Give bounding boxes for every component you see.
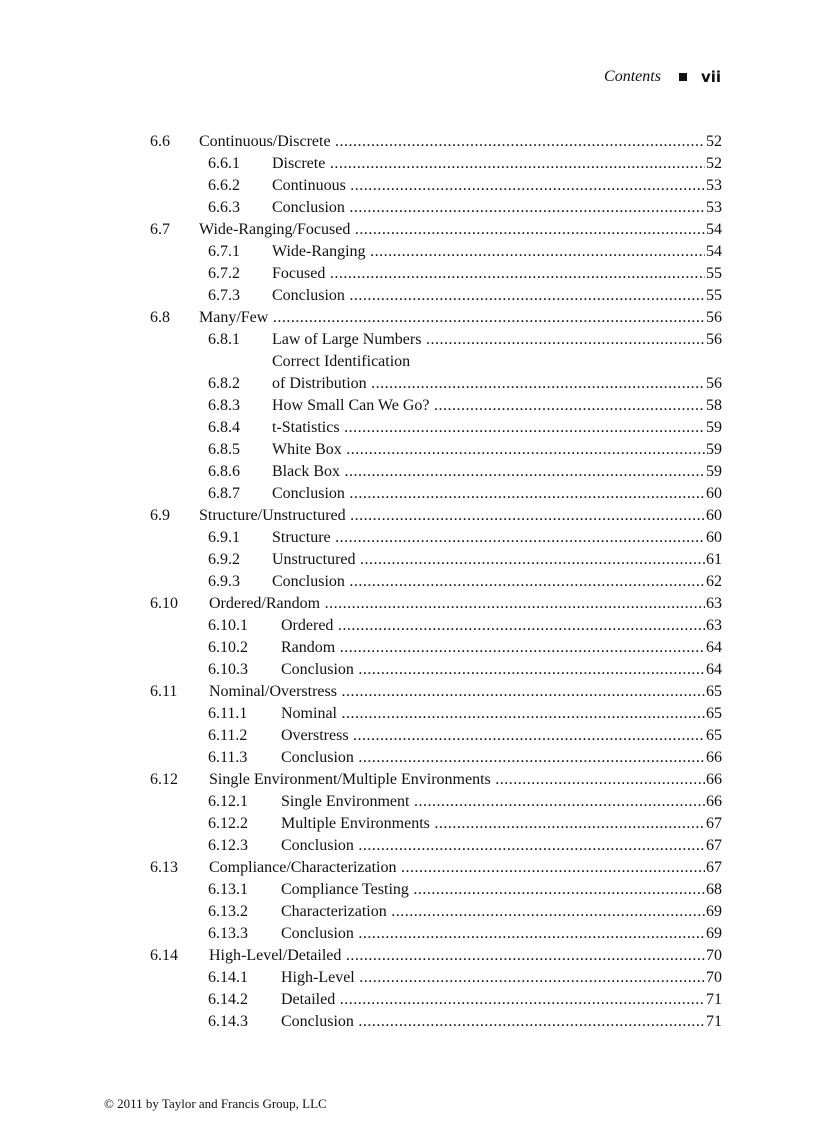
toc-entry-number: 6.13.2 xyxy=(208,903,248,920)
toc-entry-page: 56 xyxy=(706,309,722,326)
toc-entry-title: Conclusion ..... xyxy=(272,285,705,307)
toc-entry-title: Single Environment/Multiple Environments ..... xyxy=(209,769,705,791)
toc-entry-page: 52 xyxy=(706,133,722,150)
toc-entry-title: Wide-Ranging/Focused ..... xyxy=(199,219,705,241)
toc-entry-title: Conclusion ..... xyxy=(272,197,705,219)
toc-entry-page: 66 xyxy=(706,749,722,766)
toc-entry-title: Focused ..... xyxy=(272,263,705,285)
toc-entry-title: High-Level/Detailed ..... xyxy=(209,945,705,967)
toc-entry-number: 6.11.1 xyxy=(208,705,248,722)
toc-section-entry[interactable] xyxy=(150,681,722,703)
toc-entry-title-line1: Correct Identification xyxy=(272,353,411,370)
toc-entry-page: 52 xyxy=(706,155,722,172)
toc-entry-number: 6.8.2 xyxy=(208,375,240,392)
toc-subsection-entry[interactable] xyxy=(150,483,722,505)
toc-entry-page: 56 xyxy=(706,331,722,348)
toc-entry-page: 53 xyxy=(706,177,722,194)
toc-entry-number: 6.10.2 xyxy=(208,639,248,656)
toc-entry-page: 69 xyxy=(706,903,722,920)
toc-section-entry[interactable] xyxy=(150,307,722,329)
toc-entry-page: 69 xyxy=(706,925,722,942)
toc-entry-number: 6.14.3 xyxy=(208,1013,248,1030)
toc-entry-title: Black Box ..... xyxy=(272,461,705,483)
toc-entry-number: 6.13 xyxy=(150,859,178,876)
running-header xyxy=(604,68,721,86)
toc-section-entry[interactable] xyxy=(150,857,722,879)
toc-subsection-entry[interactable] xyxy=(150,967,722,989)
toc-entry-title: How Small Can We Go? ..... xyxy=(272,395,705,417)
toc-subsection-entry[interactable] xyxy=(150,703,722,725)
toc-entry-number: 6.6.1 xyxy=(208,155,240,172)
toc-section-entry[interactable] xyxy=(150,769,722,791)
toc-entry-title: Nominal ..... xyxy=(281,703,705,725)
toc-section-entry[interactable] xyxy=(150,131,722,153)
toc-entry-title: Overstress ..... xyxy=(281,725,705,747)
toc-entry-page: 65 xyxy=(706,705,722,722)
square-bullet-icon xyxy=(679,73,687,81)
toc-entry-title: Ordered/Random ..... xyxy=(209,593,705,615)
toc-section-entry[interactable] xyxy=(150,219,722,241)
toc-entry-number: 6.12.1 xyxy=(208,793,248,810)
toc-entry-title: Conclusion ..... xyxy=(281,835,705,857)
toc-subsection-entry[interactable] xyxy=(150,285,722,307)
toc-entry-number: 6.11.2 xyxy=(208,727,248,744)
toc-entry-page: 62 xyxy=(706,573,722,590)
toc-entry-number: 6.11.3 xyxy=(208,749,248,766)
toc-entry-title: Compliance/Characterization ..... xyxy=(209,857,705,879)
copyright-footer: © 2011 by Taylor and Francis Group, LLC xyxy=(104,1096,327,1111)
toc-entry-title: Discrete ..... xyxy=(272,153,705,175)
toc-entry-number: 6.8.5 xyxy=(208,441,240,458)
toc-subsection-entry[interactable] xyxy=(150,813,722,835)
toc-entry-title: Conclusion ..... xyxy=(272,571,705,593)
toc-subsection-entry[interactable] xyxy=(150,153,722,175)
toc-entry-number: 6.8.6 xyxy=(208,463,240,480)
toc-entry-title: Structure ..... xyxy=(272,527,705,549)
toc-entry-page: 67 xyxy=(706,859,722,876)
toc-entry-number: 6.10.1 xyxy=(208,617,248,634)
toc-entry-number: 6.9.1 xyxy=(208,529,240,546)
toc-subsection-entry[interactable] xyxy=(150,879,722,901)
toc-subsection-entry[interactable] xyxy=(150,549,722,571)
toc-entry-number: 6.8.3 xyxy=(208,397,240,414)
toc-entry-page: 63 xyxy=(706,595,722,612)
toc-entry-title: Structure/Unstructured ..... xyxy=(199,505,705,527)
toc-subsection-entry[interactable] xyxy=(150,989,722,1011)
toc-entry-number: 6.7.1 xyxy=(208,243,240,260)
toc-subsection-entry[interactable] xyxy=(150,527,722,549)
toc-entry-number: 6.10 xyxy=(150,595,178,612)
toc-entry-number: 6.7 xyxy=(150,221,170,238)
toc-section-entry[interactable] xyxy=(150,945,722,967)
toc-entry-number: 6.11 xyxy=(150,683,178,700)
page-number: vii xyxy=(700,68,721,86)
toc-entry-page: 65 xyxy=(706,727,722,744)
toc-entry-page: 58 xyxy=(706,397,722,414)
toc-entry-title: Nominal/Overstress ..... xyxy=(209,681,705,703)
toc-entry-number: 6.7.2 xyxy=(208,265,240,282)
toc-entry-number: 6.6.3 xyxy=(208,199,240,216)
toc-entry-title: Characterization ..... xyxy=(281,901,705,923)
toc-entry-page: 64 xyxy=(706,661,722,678)
toc-subsection-entry[interactable] xyxy=(150,417,722,439)
toc-entry-title: Wide-Ranging ..... xyxy=(272,241,705,263)
toc-entry-page: 60 xyxy=(706,507,722,524)
toc-entry-title: Multiple Environments ..... xyxy=(281,813,705,835)
toc-entry-page: 71 xyxy=(706,1013,722,1030)
toc-subsection-entry[interactable] xyxy=(150,329,722,351)
toc-entry-title: Continuous ..... xyxy=(272,175,705,197)
toc-subsection-entry[interactable] xyxy=(150,835,722,857)
toc-entry-title: Detailed ..... xyxy=(281,989,705,1011)
toc-entry-page: 71 xyxy=(706,991,722,1008)
toc-entry-number: 6.6 xyxy=(150,133,170,150)
toc-subsection-entry[interactable] xyxy=(150,175,722,197)
toc-entry-page: 63 xyxy=(706,617,722,634)
toc-entry-number: 6.6.2 xyxy=(208,177,240,194)
running-header-title: Contents xyxy=(604,68,661,85)
toc-subsection-entry[interactable] xyxy=(150,351,722,395)
toc-entry-number: 6.9.2 xyxy=(208,551,240,568)
toc-subsection-entry[interactable] xyxy=(150,637,722,659)
toc-entry-title: High-Level ..... xyxy=(281,967,705,989)
toc-entry-number: 6.12.3 xyxy=(208,837,248,854)
toc-entry-number: 6.9.3 xyxy=(208,573,240,590)
toc-entry-page: 60 xyxy=(706,485,722,502)
toc-entry-page: 68 xyxy=(706,881,722,898)
toc-entry-page: 70 xyxy=(706,947,722,964)
toc-entry-page: 67 xyxy=(706,815,722,832)
toc-entry-page: 66 xyxy=(706,793,722,810)
toc-entry-title: Conclusion ..... xyxy=(281,747,705,769)
toc-subsection-entry[interactable] xyxy=(150,1011,722,1033)
toc-entry-number: 6.12.2 xyxy=(208,815,248,832)
toc-entry-number: 6.8 xyxy=(150,309,170,326)
toc-entry-number: 6.13.3 xyxy=(208,925,248,942)
toc-entry-title: Compliance Testing ..... xyxy=(281,879,705,901)
toc-entry-number: 6.7.3 xyxy=(208,287,240,304)
toc-entry-title: White Box ..... xyxy=(272,439,705,461)
toc-entry-page: 56 xyxy=(706,375,722,392)
toc-entry-page: 65 xyxy=(706,683,722,700)
toc-subsection-entry[interactable] xyxy=(150,439,722,461)
toc-entry-number: 6.14 xyxy=(150,947,178,964)
table-of-contents xyxy=(150,131,722,1033)
toc-entry-page: 61 xyxy=(706,551,722,568)
toc-entry-number: 6.8.7 xyxy=(208,485,240,502)
toc-subsection-entry[interactable] xyxy=(150,395,722,417)
toc-entry-title: of Distribution ..... xyxy=(272,373,705,395)
toc-entry-page: 54 xyxy=(706,243,722,260)
toc-entry-title: Random ..... xyxy=(281,637,705,659)
toc-entry-title: Conclusion ..... xyxy=(281,1011,705,1033)
toc-entry-page: 70 xyxy=(706,969,722,986)
toc-section-entry[interactable] xyxy=(150,505,722,527)
toc-entry-page: 59 xyxy=(706,441,722,458)
toc-subsection-entry[interactable] xyxy=(150,615,722,637)
toc-entry-number: 6.9 xyxy=(150,507,170,524)
toc-entry-title: Law of Large Numbers ..... xyxy=(272,329,705,351)
toc-entry-page: 60 xyxy=(706,529,722,546)
toc-entry-page: 59 xyxy=(706,419,722,436)
toc-entry-number: 6.14.1 xyxy=(208,969,248,986)
toc-entry-number: 6.10.3 xyxy=(208,661,248,678)
toc-subsection-entry[interactable] xyxy=(150,923,722,945)
toc-entry-title: Unstructured ..... xyxy=(272,549,705,571)
toc-subsection-entry[interactable] xyxy=(150,725,722,747)
toc-section-entry[interactable] xyxy=(150,593,722,615)
toc-entry-title: t-Statistics ..... xyxy=(272,417,705,439)
toc-entry-number: 6.8.1 xyxy=(208,331,240,348)
toc-subsection-entry[interactable] xyxy=(150,263,722,285)
toc-subsection-entry[interactable] xyxy=(150,461,722,483)
toc-entry-page: 67 xyxy=(706,837,722,854)
toc-subsection-entry[interactable] xyxy=(150,901,722,923)
toc-entry-title: Conclusion ..... xyxy=(281,659,705,681)
toc-entry-number: 6.13.1 xyxy=(208,881,248,898)
toc-entry-number: 6.8.4 xyxy=(208,419,240,436)
toc-subsection-entry[interactable] xyxy=(150,571,722,593)
toc-entry-number: 6.12 xyxy=(150,771,178,788)
toc-entry-page: 59 xyxy=(706,463,722,480)
toc-entry-page: 55 xyxy=(706,287,722,304)
toc-entry-page: 54 xyxy=(706,221,722,238)
toc-entry-title: Continuous/Discrete ..... xyxy=(199,131,705,153)
toc-subsection-entry[interactable] xyxy=(150,791,722,813)
toc-entry-number: 6.14.2 xyxy=(208,991,248,1008)
toc-subsection-entry[interactable] xyxy=(150,747,722,769)
toc-subsection-entry[interactable] xyxy=(150,659,722,681)
toc-entry-page: 55 xyxy=(706,265,722,282)
toc-entry-page: 53 xyxy=(706,199,722,216)
toc-entry-title: Conclusion ..... xyxy=(272,483,705,505)
toc-entry-title: Many/Few ..... xyxy=(199,307,705,329)
toc-entry-title: Ordered ..... xyxy=(281,615,705,637)
toc-entry-title: Conclusion ..... xyxy=(281,923,705,945)
toc-entry-page: 66 xyxy=(706,771,722,788)
toc-subsection-entry[interactable] xyxy=(150,241,722,263)
toc-subsection-entry[interactable] xyxy=(150,197,722,219)
toc-entry-page: 64 xyxy=(706,639,722,656)
toc-entry-title: Single Environment ..... xyxy=(281,791,705,813)
